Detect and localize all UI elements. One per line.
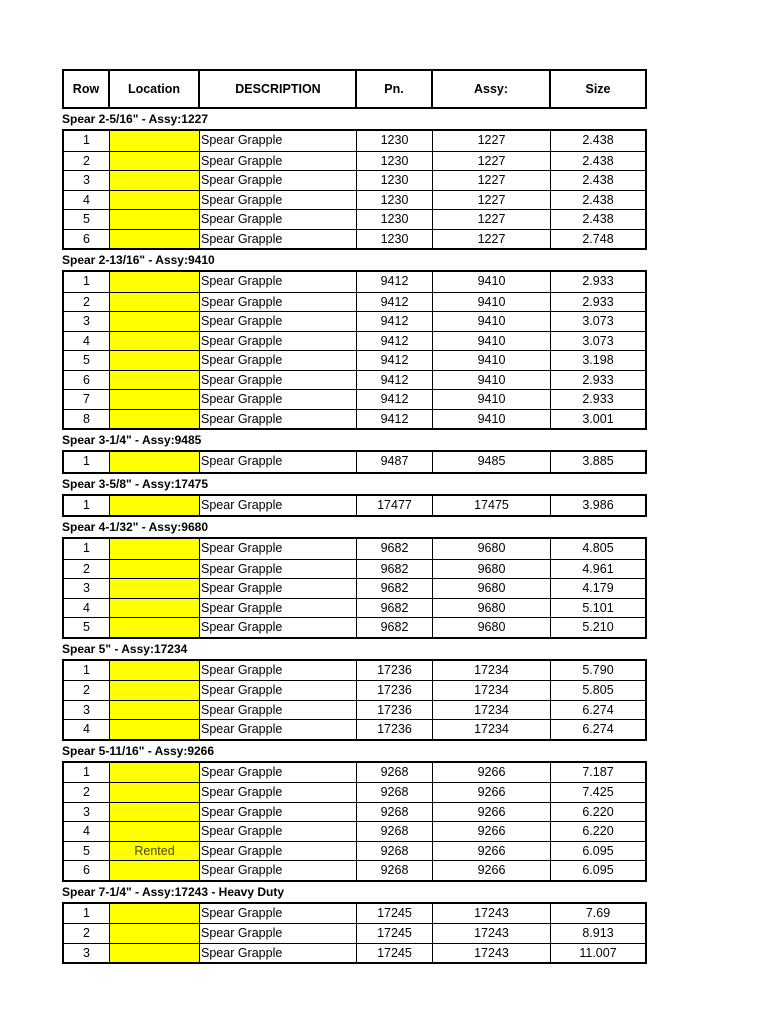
cell-size[interactable]: 3.198: [582, 353, 614, 367]
cell-assembly[interactable]: 9410: [433, 371, 551, 390]
cell-description[interactable]: Spear Grapple: [200, 452, 357, 472]
table-row: [64, 860, 645, 880]
cell-location[interactable]: [110, 390, 200, 409]
cell-description[interactable]: Spear Grapple: [200, 618, 357, 637]
cell-description[interactable]: Spear Grapple: [200, 351, 357, 370]
cell-size[interactable]: 6.095: [582, 843, 614, 858]
cell-size[interactable]: 2.438: [582, 133, 614, 147]
cell-row-number[interactable]: 6: [64, 371, 110, 390]
cell-part-number[interactable]: 1230: [357, 210, 433, 229]
table-row: [64, 943, 645, 963]
cell-part-number[interactable]: 9268: [357, 803, 433, 822]
cell-part-number[interactable]: 1230: [357, 152, 433, 171]
table-row: [64, 389, 645, 409]
cell-location[interactable]: [110, 171, 200, 190]
cell-location[interactable]: [110, 924, 200, 943]
cell-location[interactable]: [110, 720, 200, 739]
table-row: [64, 559, 645, 579]
cell-size[interactable]: 5.210: [582, 620, 614, 634]
cell-part-number[interactable]: 17236: [357, 681, 433, 700]
cell-part-number[interactable]: 9412: [357, 293, 433, 312]
section-title[interactable]: Spear 5-11/16" - Assy:9266: [62, 743, 215, 758]
cell-assembly[interactable]: 9266: [433, 842, 551, 861]
table-row: [64, 370, 645, 390]
cell-size[interactable]: 8.913: [582, 926, 614, 940]
cell-size[interactable]: 3.001: [582, 411, 614, 426]
cell-row-number[interactable]: 5: [64, 842, 110, 861]
cell-part-number[interactable]: 17236: [357, 720, 433, 739]
cell-row-number[interactable]: 3: [64, 312, 110, 331]
cell-part-number[interactable]: 9268: [357, 842, 433, 861]
header-assembly[interactable]: Assy:: [433, 71, 551, 107]
cell-assembly[interactable]: 17243: [433, 924, 551, 943]
table-row: [64, 661, 645, 681]
cell-description[interactable]: Spear Grapple: [200, 924, 357, 943]
table-row: [64, 539, 645, 559]
cell-assembly[interactable]: 17234: [433, 701, 551, 720]
cell-location[interactable]: [110, 410, 200, 429]
cell-description[interactable]: Spear Grapple: [200, 539, 357, 559]
table-row: [64, 409, 645, 429]
cell-location[interactable]: [110, 496, 200, 516]
table-row: [64, 496, 645, 516]
cell-part-number[interactable]: 9268: [357, 763, 433, 783]
cell-description[interactable]: Spear Grapple: [200, 842, 357, 861]
cell-description[interactable]: Spear Grapple: [200, 210, 357, 229]
cell-assembly[interactable]: 17243: [433, 904, 551, 924]
cell-assembly[interactable]: 1227: [433, 152, 551, 171]
cell-row-number[interactable]: 1: [64, 661, 110, 681]
cell-description[interactable]: Spear Grapple: [200, 904, 357, 924]
cell-assembly[interactable]: 17243: [433, 944, 551, 963]
cell-description[interactable]: Spear Grapple: [200, 701, 357, 720]
cell-part-number[interactable]: 9412: [357, 332, 433, 351]
cell-size[interactable]: 3.885: [582, 454, 614, 468]
cell-row-number[interactable]: 2: [64, 152, 110, 171]
cell-row-number[interactable]: 5: [64, 210, 110, 229]
cell-description[interactable]: Spear Grapple: [200, 312, 357, 331]
cell-row-number[interactable]: 4: [64, 332, 110, 351]
table-row: [64, 923, 645, 943]
table-row: [64, 841, 645, 861]
cell-row-number[interactable]: 1: [64, 496, 110, 516]
header-row-number[interactable]: Row: [64, 71, 110, 107]
cell-location[interactable]: [110, 351, 200, 370]
cell-size[interactable]: 11.007: [579, 945, 617, 960]
cell-part-number[interactable]: 1230: [357, 171, 433, 190]
cell-part-number[interactable]: 17477: [357, 496, 433, 516]
cell-location[interactable]: [110, 599, 200, 618]
cell-row-number[interactable]: 5: [64, 618, 110, 637]
cell-size[interactable]: 6.274: [582, 702, 614, 717]
cell-location[interactable]: [110, 763, 200, 783]
cell-part-number[interactable]: 1230: [357, 131, 433, 151]
cell-size[interactable]: 7.187: [582, 764, 614, 779]
table-row: [64, 452, 645, 472]
cell-row-number[interactable]: 2: [64, 924, 110, 943]
cell-location[interactable]: [110, 661, 200, 681]
cell-size[interactable]: 2.933: [582, 274, 614, 288]
cell-part-number[interactable]: 1230: [357, 230, 433, 249]
table-row: [64, 802, 645, 822]
cell-location[interactable]: [110, 293, 200, 312]
cell-row-number[interactable]: 3: [64, 803, 110, 822]
cell-size[interactable]: 2.933: [582, 392, 614, 406]
cell-description[interactable]: Spear Grapple: [200, 496, 357, 516]
cell-row-number[interactable]: 6: [64, 230, 110, 249]
cell-part-number[interactable]: 9412: [357, 371, 433, 390]
cell-assembly[interactable]: 9266: [433, 861, 551, 880]
table-row: [64, 272, 645, 292]
cell-description[interactable]: Spear Grapple: [200, 763, 357, 783]
cell-location[interactable]: [110, 210, 200, 229]
cell-location[interactable]: [110, 579, 200, 598]
cell-description[interactable]: Spear Grapple: [200, 152, 357, 171]
cell-location[interactable]: [110, 131, 200, 151]
header-part-number[interactable]: Pn.: [357, 71, 433, 107]
cell-row-number[interactable]: 2: [64, 293, 110, 312]
cell-row-number[interactable]: 8: [64, 410, 110, 429]
section-table: [62, 659, 647, 741]
cell-assembly[interactable]: 9485: [433, 452, 551, 472]
table-row: [64, 209, 645, 229]
cell-description[interactable]: Spear Grapple: [200, 803, 357, 822]
cell-size[interactable]: 3.073: [582, 314, 614, 328]
cell-part-number[interactable]: 1230: [357, 191, 433, 210]
cell-row-number[interactable]: 1: [64, 272, 110, 292]
cell-assembly[interactable]: 9410: [433, 312, 551, 331]
cell-assembly[interactable]: 9410: [433, 293, 551, 312]
cell-size[interactable]: 4.179: [582, 581, 614, 595]
section-title[interactable]: Spear 3-1/4" - Assy:9485: [62, 433, 202, 447]
cell-size[interactable]: 7.69: [585, 905, 611, 920]
header-size[interactable]: Size: [551, 71, 647, 107]
cell-size[interactable]: 3.986: [582, 497, 614, 512]
cell-location[interactable]: [110, 539, 200, 559]
cell-assembly[interactable]: 9410: [433, 390, 551, 409]
cell-size[interactable]: 4.961: [582, 561, 614, 576]
cell-part-number[interactable]: 9412: [357, 410, 433, 429]
cell-description[interactable]: Spear Grapple: [200, 579, 357, 598]
cell-assembly[interactable]: 9410: [433, 410, 551, 429]
table-row: [64, 311, 645, 331]
cell-assembly[interactable]: 17234: [433, 681, 551, 700]
cell-part-number[interactable]: 9412: [357, 272, 433, 292]
cell-assembly[interactable]: 9410: [433, 351, 551, 370]
cell-location[interactable]: [110, 272, 200, 292]
cell-size[interactable]: 6.220: [582, 824, 614, 838]
cell-location[interactable]: [110, 701, 200, 720]
cell-location[interactable]: [110, 904, 200, 924]
cell-part-number[interactable]: 9412: [357, 312, 433, 331]
table-row: [64, 578, 645, 598]
cell-location[interactable]: [110, 803, 200, 822]
cell-description[interactable]: Spear Grapple: [200, 230, 357, 249]
cell-size[interactable]: 5.101: [582, 600, 614, 615]
cell-assembly[interactable]: 1227: [433, 230, 551, 249]
section-table: [62, 450, 647, 474]
section-title[interactable]: Spear 4-1/32" - Assy:9680: [62, 520, 208, 534]
cell-size[interactable]: 2.438: [582, 192, 614, 207]
cell-row-number[interactable]: 1: [64, 539, 110, 559]
cell-part-number[interactable]: 17236: [357, 661, 433, 681]
table-row: [64, 229, 645, 249]
cell-size[interactable]: 2.933: [582, 372, 614, 387]
cell-location[interactable]: [110, 371, 200, 390]
cell-part-number[interactable]: 9268: [357, 861, 433, 880]
cell-size[interactable]: 6.095: [582, 863, 614, 877]
table-row: [64, 763, 645, 783]
table-row: [64, 350, 645, 370]
section-table: [62, 494, 647, 518]
table-row: [64, 617, 645, 637]
cell-size[interactable]: 5.805: [582, 683, 614, 697]
cell-row-number[interactable]: 2: [64, 560, 110, 579]
cell-row-number[interactable]: 1: [64, 763, 110, 783]
cell-row-number[interactable]: 4: [64, 191, 110, 210]
cell-location[interactable]: [110, 944, 200, 963]
table-row: [64, 782, 645, 802]
cell-description[interactable]: Spear Grapple: [200, 661, 357, 681]
cell-assembly[interactable]: 9680: [433, 539, 551, 559]
cell-location[interactable]: [110, 452, 200, 472]
table-row: [64, 151, 645, 171]
cell-row-number[interactable]: 6: [64, 861, 110, 880]
cell-row-number[interactable]: 3: [64, 701, 110, 720]
cell-location[interactable]: [110, 191, 200, 210]
cell-location[interactable]: [110, 312, 200, 331]
header-row: [62, 69, 647, 109]
cell-assembly[interactable]: 1227: [433, 171, 551, 190]
cell-description[interactable]: Spear Grapple: [200, 599, 357, 618]
cell-row-number[interactable]: 7: [64, 390, 110, 409]
cell-description[interactable]: Spear Grapple: [200, 560, 357, 579]
cell-description[interactable]: Spear Grapple: [200, 390, 357, 409]
cell-row-number[interactable]: 4: [64, 822, 110, 841]
cell-part-number[interactable]: 9487: [357, 452, 433, 472]
header-description[interactable]: DESCRIPTION: [200, 71, 357, 107]
section-table: [62, 902, 647, 965]
table-row: [64, 719, 645, 739]
cell-description[interactable]: Spear Grapple: [200, 410, 357, 429]
cell-assembly[interactable]: 9680: [433, 599, 551, 618]
cell-size[interactable]: 2.748: [582, 231, 614, 246]
cell-description[interactable]: Spear Grapple: [200, 371, 357, 390]
cell-row-number[interactable]: 1: [64, 131, 110, 151]
cell-assembly[interactable]: 9680: [433, 579, 551, 598]
cell-assembly[interactable]: 9680: [433, 560, 551, 579]
cell-location[interactable]: [110, 822, 200, 841]
cell-size[interactable]: 6.274: [582, 722, 614, 736]
cell-part-number[interactable]: 17245: [357, 904, 433, 924]
cell-part-number[interactable]: 9268: [357, 822, 433, 841]
table-row: [64, 700, 645, 720]
cell-description[interactable]: Spear Grapple: [200, 332, 357, 351]
table-row: [64, 292, 645, 312]
cell-location[interactable]: [110, 618, 200, 637]
cell-description[interactable]: Spear Grapple: [200, 191, 357, 210]
cell-description[interactable]: Spear Grapple: [200, 822, 357, 841]
cell-size[interactable]: 2.933: [582, 294, 614, 309]
section-table: [62, 129, 647, 250]
cell-description[interactable]: Spear Grapple: [200, 944, 357, 963]
cell-assembly[interactable]: 17234: [433, 720, 551, 739]
cell-assembly[interactable]: 1227: [433, 131, 551, 151]
section-title[interactable]: Spear 5" - Assy:17234: [62, 641, 188, 656]
table-row: [64, 190, 645, 210]
cell-assembly[interactable]: 9410: [433, 332, 551, 351]
section-table: [62, 537, 647, 639]
cell-part-number[interactable]: 9682: [357, 539, 433, 559]
cell-row-number[interactable]: 1: [64, 452, 110, 472]
cell-description[interactable]: Spear Grapple: [200, 293, 357, 312]
cell-description[interactable]: Spear Grapple: [200, 720, 357, 739]
cell-part-number[interactable]: 17245: [357, 924, 433, 943]
cell-assembly[interactable]: 9680: [433, 618, 551, 637]
cell-location[interactable]: [110, 332, 200, 351]
cell-assembly[interactable]: 9266: [433, 822, 551, 841]
cell-part-number[interactable]: 9412: [357, 390, 433, 409]
section-title[interactable]: Spear 7-1/4" - Assy:17243 - Heavy Duty: [62, 884, 285, 899]
cell-part-number[interactable]: 9682: [357, 579, 433, 598]
cell-size[interactable]: 2.438: [582, 153, 614, 168]
cell-part-number[interactable]: 9682: [357, 560, 433, 579]
cell-row-number[interactable]: 4: [64, 599, 110, 618]
cell-description[interactable]: Spear Grapple: [200, 131, 357, 151]
header-location[interactable]: Location: [110, 71, 200, 107]
cell-assembly[interactable]: 9266: [433, 803, 551, 822]
cell-row-number[interactable]: 2: [64, 783, 110, 802]
cell-assembly[interactable]: 17475: [433, 496, 551, 516]
table-row: [64, 170, 645, 190]
cell-location[interactable]: Rented: [110, 842, 200, 861]
table-row: [64, 131, 645, 151]
cell-location[interactable]: [110, 681, 200, 700]
cell-size[interactable]: 2.438: [582, 173, 614, 187]
section-table: [62, 270, 647, 430]
table-row: [64, 904, 645, 924]
section-title[interactable]: Spear 2-5/16" - Assy:1227: [62, 112, 208, 126]
cell-part-number[interactable]: 17245: [357, 944, 433, 963]
section-table: [62, 761, 647, 882]
cell-location[interactable]: [110, 783, 200, 802]
table-row: [64, 331, 645, 351]
cell-description[interactable]: Spear Grapple: [200, 681, 357, 700]
cell-row-number[interactable]: 3: [64, 579, 110, 598]
cell-assembly[interactable]: 9266: [433, 783, 551, 802]
cell-assembly[interactable]: 17234: [433, 661, 551, 681]
cell-assembly[interactable]: 1227: [433, 191, 551, 210]
cell-row-number[interactable]: 3: [64, 171, 110, 190]
cell-size[interactable]: 5.790: [582, 662, 614, 677]
cell-size[interactable]: 7.425: [582, 785, 614, 799]
cell-description[interactable]: Spear Grapple: [200, 171, 357, 190]
cell-assembly[interactable]: 9410: [433, 272, 551, 292]
section-title[interactable]: Spear 3-5/8" - Assy:17475: [62, 476, 208, 491]
cell-size[interactable]: 3.073: [582, 333, 614, 348]
cell-row-number[interactable]: 1: [64, 904, 110, 924]
cell-description[interactable]: Spear Grapple: [200, 861, 357, 880]
table-row: [64, 821, 645, 841]
cell-location[interactable]: [110, 861, 200, 880]
cell-assembly[interactable]: 1227: [433, 210, 551, 229]
cell-part-number[interactable]: 9682: [357, 599, 433, 618]
cell-part-number[interactable]: 17236: [357, 701, 433, 720]
cell-location[interactable]: [110, 230, 200, 249]
cell-part-number[interactable]: 9268: [357, 783, 433, 802]
cell-row-number[interactable]: 2: [64, 681, 110, 700]
cell-size[interactable]: 2.438: [582, 212, 614, 226]
table-row: [64, 680, 645, 700]
cell-part-number[interactable]: 9682: [357, 618, 433, 637]
cell-row-number[interactable]: 5: [64, 351, 110, 370]
cell-row-number[interactable]: 3: [64, 944, 110, 963]
cell-assembly[interactable]: 9266: [433, 763, 551, 783]
sections-container: [62, 109, 647, 964]
section-title[interactable]: Spear 2-13/16" - Assy:9410: [62, 253, 215, 267]
spreadsheet: [62, 69, 647, 964]
cell-description[interactable]: Spear Grapple: [200, 272, 357, 292]
cell-location[interactable]: [110, 152, 200, 171]
cell-row-number[interactable]: 4: [64, 720, 110, 739]
cell-location[interactable]: [110, 560, 200, 579]
cell-size[interactable]: 4.805: [582, 541, 614, 555]
cell-description[interactable]: Spear Grapple: [200, 783, 357, 802]
cell-size[interactable]: 6.220: [582, 804, 614, 819]
table-row: [64, 598, 645, 618]
cell-part-number[interactable]: 9412: [357, 351, 433, 370]
